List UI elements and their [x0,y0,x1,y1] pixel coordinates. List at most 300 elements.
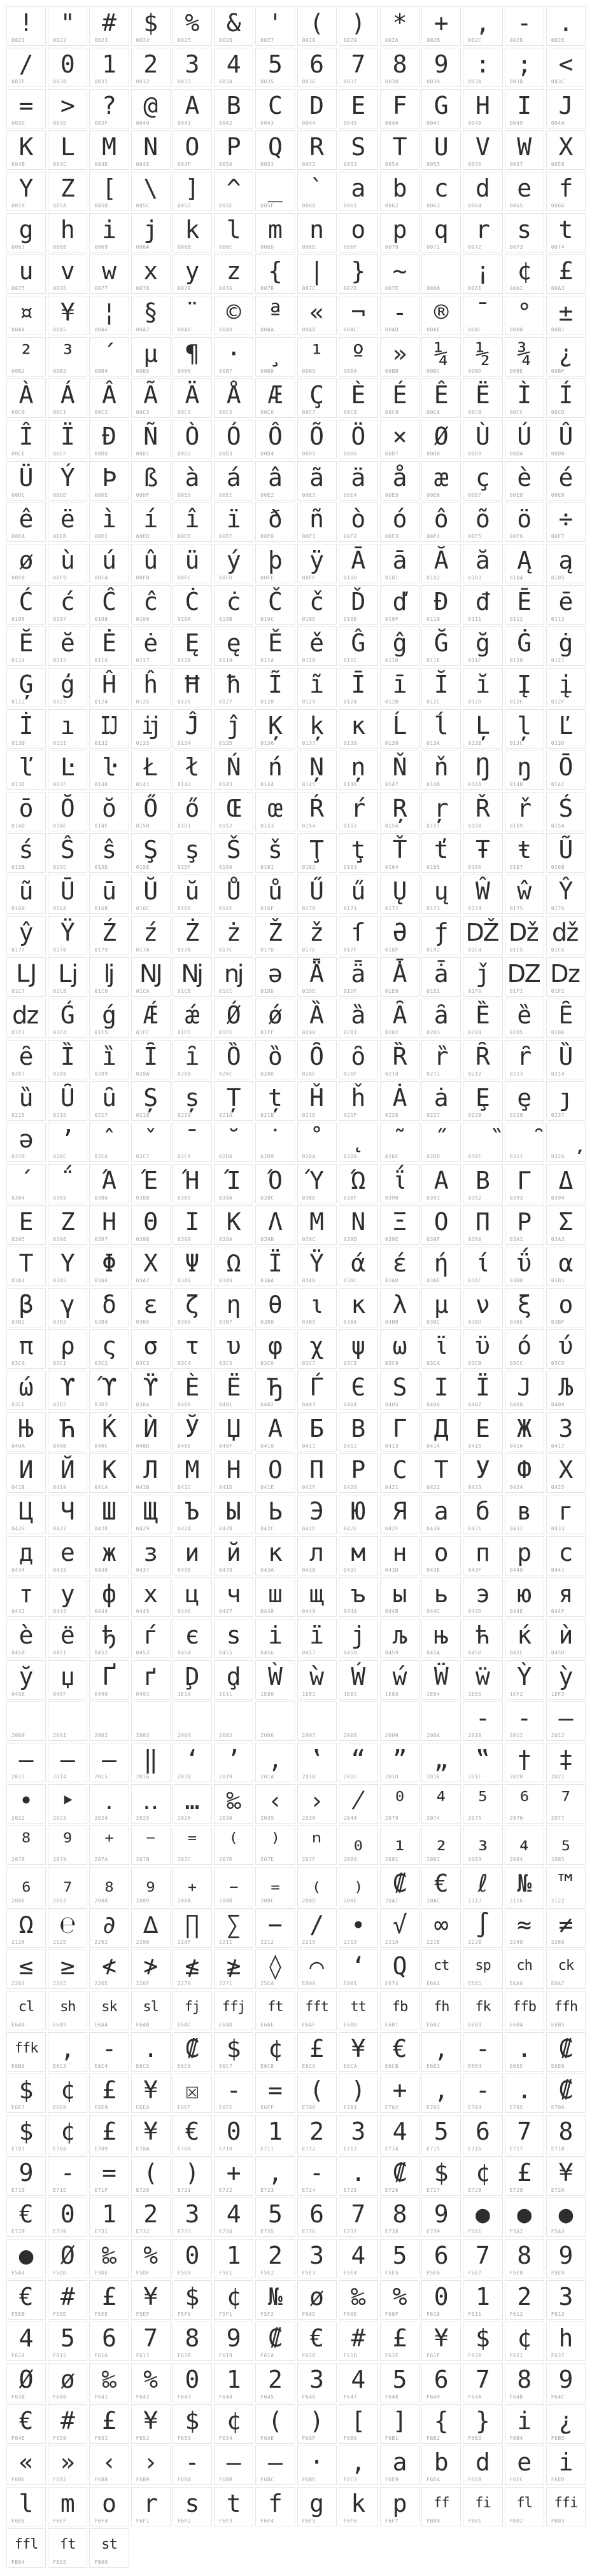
glyph-cell[interactable] [131,172,171,211]
glyph-cell[interactable] [505,833,544,873]
glyph-cell[interactable] [6,461,46,501]
glyph-cell[interactable] [421,213,461,253]
glyph-cell[interactable] [48,1867,87,1906]
glyph-cell[interactable] [297,1412,337,1451]
glyph-cell[interactable] [380,1164,419,1203]
glyph-cell[interactable] [546,1660,586,1700]
glyph-cell[interactable] [380,254,419,294]
glyph-cell[interactable] [6,999,46,1038]
glyph-cell[interactable] [89,1701,129,1741]
glyph-cell[interactable] [421,1329,461,1369]
glyph-cell[interactable] [131,544,171,583]
glyph-cell[interactable] [6,1329,46,1369]
glyph-cell[interactable] [89,2487,129,2526]
glyph-cell[interactable] [505,875,544,914]
glyph-cell[interactable] [89,2322,129,2361]
glyph-cell[interactable] [546,2198,586,2237]
glyph-cell[interactable] [214,1040,253,1079]
glyph-cell[interactable] [297,2156,337,2196]
glyph-cell[interactable] [297,48,337,87]
glyph-cell[interactable] [6,2363,46,2402]
glyph-cell[interactable] [173,2198,212,2237]
glyph-cell[interactable] [546,2115,586,2154]
glyph-cell[interactable] [297,916,337,955]
glyph-cell[interactable] [505,296,544,335]
glyph-cell[interactable] [89,1329,129,1369]
glyph-cell[interactable] [255,1123,295,1162]
glyph-cell[interactable] [131,792,171,831]
glyph-cell[interactable] [173,1288,212,1327]
glyph-cell[interactable] [546,1991,586,2030]
glyph-cell[interactable] [131,709,171,749]
glyph-cell[interactable] [131,2239,171,2278]
glyph-cell[interactable] [214,2198,253,2237]
glyph-cell[interactable] [48,957,87,997]
glyph-cell[interactable] [6,1991,46,2030]
glyph-cell[interactable] [48,1247,87,1286]
glyph-cell[interactable] [6,6,46,46]
glyph-cell[interactable] [546,1908,586,1948]
glyph-cell[interactable] [546,1247,586,1286]
glyph-cell[interactable] [463,2322,502,2361]
glyph-cell[interactable] [6,751,46,790]
glyph-cell[interactable] [89,420,129,459]
glyph-cell[interactable] [339,1619,378,1658]
glyph-cell[interactable] [131,1453,171,1493]
glyph-cell[interactable] [255,461,295,501]
glyph-cell[interactable] [89,172,129,211]
glyph-cell[interactable] [89,2363,129,2402]
glyph-cell[interactable] [173,2322,212,2361]
glyph-cell[interactable] [131,668,171,707]
glyph-cell[interactable] [48,2322,87,2361]
glyph-cell[interactable] [131,213,171,253]
glyph-cell[interactable] [421,2363,461,2402]
glyph-cell[interactable] [173,1081,212,1121]
glyph-cell[interactable] [505,1949,544,1989]
glyph-cell[interactable] [131,2363,171,2402]
glyph-cell[interactable] [255,337,295,377]
glyph-cell[interactable] [6,254,46,294]
glyph-cell[interactable] [297,2280,337,2320]
glyph-cell[interactable] [546,585,586,625]
glyph-cell[interactable] [131,2032,171,2072]
glyph-cell[interactable] [297,2363,337,2402]
glyph-cell[interactable] [89,1164,129,1203]
glyph-cell[interactable] [173,6,212,46]
glyph-cell[interactable] [546,627,586,666]
glyph-cell[interactable] [131,2322,171,2361]
glyph-cell[interactable] [131,1247,171,1286]
glyph-cell[interactable] [380,1205,419,1245]
glyph-cell[interactable] [173,1453,212,1493]
glyph-cell[interactable] [173,2074,212,2113]
glyph-cell[interactable] [173,627,212,666]
glyph-cell[interactable] [421,337,461,377]
glyph-cell[interactable] [89,378,129,418]
glyph-cell[interactable] [421,957,461,997]
glyph-cell[interactable] [48,1577,87,1617]
glyph-cell[interactable] [131,1660,171,1700]
glyph-cell[interactable] [339,254,378,294]
glyph-cell[interactable] [546,1164,586,1203]
glyph-cell[interactable] [339,2156,378,2196]
glyph-cell[interactable] [214,1081,253,1121]
glyph-cell[interactable] [463,1205,502,1245]
glyph-cell[interactable] [255,833,295,873]
glyph-cell[interactable] [421,2487,461,2526]
glyph-cell[interactable] [131,751,171,790]
glyph-cell[interactable] [505,2446,544,2485]
glyph-cell[interactable] [546,2239,586,2278]
glyph-cell[interactable] [89,6,129,46]
glyph-cell[interactable] [339,1495,378,1534]
glyph-cell[interactable] [380,1412,419,1451]
glyph-cell[interactable] [546,1040,586,1079]
glyph-cell[interactable] [505,2404,544,2444]
glyph-cell[interactable] [505,2115,544,2154]
glyph-cell[interactable] [463,130,502,170]
glyph-cell[interactable] [89,1123,129,1162]
glyph-cell[interactable] [380,2032,419,2072]
glyph-cell[interactable] [131,89,171,128]
glyph-cell[interactable] [89,296,129,335]
glyph-cell[interactable] [505,1412,544,1451]
glyph-cell[interactable] [380,1081,419,1121]
glyph-cell[interactable] [546,833,586,873]
glyph-cell[interactable] [380,544,419,583]
glyph-cell[interactable] [505,668,544,707]
glyph-cell[interactable] [6,1247,46,1286]
glyph-cell[interactable] [505,1784,544,1824]
glyph-cell[interactable] [48,337,87,377]
glyph-cell[interactable] [48,1949,87,1989]
glyph-cell[interactable] [546,1329,586,1369]
glyph-cell[interactable] [339,544,378,583]
glyph-cell[interactable] [339,2239,378,2278]
glyph-cell[interactable] [421,1536,461,1575]
glyph-cell[interactable] [546,378,586,418]
glyph-cell[interactable] [48,833,87,873]
glyph-cell[interactable] [380,916,419,955]
glyph-cell[interactable] [380,1784,419,1824]
glyph-cell[interactable] [255,254,295,294]
glyph-cell[interactable] [173,792,212,831]
glyph-cell[interactable] [131,2404,171,2444]
glyph-cell[interactable] [173,999,212,1038]
glyph-cell[interactable] [546,1371,586,1410]
glyph-cell[interactable] [380,1577,419,1617]
glyph-cell[interactable] [463,1536,502,1575]
glyph-cell[interactable] [297,1701,337,1741]
glyph-cell[interactable] [48,2487,87,2526]
glyph-cell[interactable] [131,1991,171,2030]
glyph-cell[interactable] [173,2487,212,2526]
glyph-cell[interactable] [297,792,337,831]
glyph-cell[interactable] [339,213,378,253]
glyph-cell[interactable] [463,1825,502,1865]
glyph-cell[interactable] [505,792,544,831]
glyph-cell[interactable] [255,1329,295,1369]
glyph-cell[interactable] [463,502,502,542]
glyph-cell[interactable] [546,1577,586,1617]
glyph-cell[interactable] [380,89,419,128]
glyph-cell[interactable] [131,1949,171,1989]
glyph-cell[interactable] [6,833,46,873]
glyph-cell[interactable] [48,1164,87,1203]
glyph-cell[interactable] [297,254,337,294]
glyph-cell[interactable] [463,999,502,1038]
glyph-cell[interactable] [339,1453,378,1493]
glyph-cell[interactable] [339,2446,378,2485]
glyph-cell[interactable] [214,916,253,955]
glyph-cell[interactable] [214,1288,253,1327]
glyph-cell[interactable] [48,1040,87,1079]
glyph-cell[interactable] [546,2363,586,2402]
glyph-cell[interactable] [421,130,461,170]
glyph-cell[interactable] [505,751,544,790]
glyph-cell[interactable] [6,2322,46,2361]
glyph-cell[interactable] [255,751,295,790]
glyph-cell[interactable] [173,2115,212,2154]
glyph-cell[interactable] [214,130,253,170]
glyph-cell[interactable] [421,254,461,294]
glyph-cell[interactable] [339,1288,378,1327]
glyph-cell[interactable] [173,875,212,914]
glyph-cell[interactable] [214,544,253,583]
glyph-cell[interactable] [297,1288,337,1327]
glyph-cell[interactable] [89,2446,129,2485]
glyph-cell[interactable] [505,172,544,211]
glyph-cell[interactable] [48,2156,87,2196]
glyph-cell[interactable] [89,2239,129,2278]
glyph-cell[interactable] [421,709,461,749]
glyph-cell[interactable] [546,1825,586,1865]
glyph-cell[interactable] [214,2280,253,2320]
glyph-cell[interactable] [339,1784,378,1824]
glyph-cell[interactable] [255,916,295,955]
glyph-cell[interactable] [131,2156,171,2196]
glyph-cell[interactable] [173,1329,212,1369]
glyph-cell[interactable] [255,709,295,749]
glyph-cell[interactable] [131,2487,171,2526]
glyph-cell[interactable] [339,627,378,666]
glyph-cell[interactable] [463,875,502,914]
glyph-cell[interactable] [546,48,586,87]
glyph-cell[interactable] [463,668,502,707]
glyph-cell[interactable] [505,6,544,46]
glyph-cell[interactable] [131,378,171,418]
glyph-cell[interactable] [214,1577,253,1617]
glyph-cell[interactable] [546,1412,586,1451]
glyph-cell[interactable] [297,378,337,418]
glyph-cell[interactable] [546,1784,586,1824]
glyph-cell[interactable] [173,461,212,501]
glyph-cell[interactable] [6,1908,46,1948]
glyph-cell[interactable] [48,420,87,459]
glyph-cell[interactable] [131,875,171,914]
glyph-cell[interactable] [546,1743,586,1782]
glyph-cell[interactable] [131,1495,171,1534]
glyph-cell[interactable] [255,48,295,87]
glyph-cell[interactable] [297,420,337,459]
glyph-cell[interactable] [380,1495,419,1534]
glyph-cell[interactable] [214,875,253,914]
glyph-cell[interactable] [6,2074,46,2113]
glyph-cell[interactable] [505,1825,544,1865]
glyph-cell[interactable] [463,1908,502,1948]
glyph-cell[interactable] [89,792,129,831]
glyph-cell[interactable] [380,1453,419,1493]
glyph-cell[interactable] [463,627,502,666]
glyph-cell[interactable] [255,1660,295,1700]
glyph-cell[interactable] [505,1453,544,1493]
glyph-cell[interactable] [131,1371,171,1410]
glyph-cell[interactable] [546,1081,586,1121]
glyph-cell[interactable] [214,1949,253,1989]
glyph-cell[interactable] [297,1577,337,1617]
glyph-cell[interactable] [48,254,87,294]
glyph-cell[interactable] [505,1371,544,1410]
glyph-cell[interactable] [297,1247,337,1286]
glyph-cell[interactable] [380,1867,419,1906]
glyph-cell[interactable] [463,2074,502,2113]
glyph-cell[interactable] [173,172,212,211]
glyph-cell[interactable] [48,668,87,707]
glyph-cell[interactable] [339,130,378,170]
glyph-cell[interactable] [380,2487,419,2526]
glyph-cell[interactable] [173,751,212,790]
glyph-cell[interactable] [505,502,544,542]
glyph-cell[interactable] [505,420,544,459]
glyph-cell[interactable] [173,1701,212,1741]
glyph-cell[interactable] [380,751,419,790]
glyph-cell[interactable] [214,585,253,625]
glyph-cell[interactable] [463,1164,502,1203]
glyph-cell[interactable] [339,2074,378,2113]
glyph-cell[interactable] [505,1577,544,1617]
glyph-cell[interactable] [6,2156,46,2196]
glyph-cell[interactable] [463,89,502,128]
glyph-cell[interactable] [6,1040,46,1079]
glyph-cell[interactable] [214,2322,253,2361]
glyph-cell[interactable] [48,585,87,625]
glyph-cell[interactable] [546,1123,586,1162]
glyph-cell[interactable] [463,916,502,955]
glyph-cell[interactable] [214,792,253,831]
glyph-cell[interactable] [89,668,129,707]
glyph-cell[interactable] [505,1247,544,1286]
glyph-cell[interactable] [131,1619,171,1658]
glyph-cell[interactable] [546,792,586,831]
glyph-cell[interactable] [339,957,378,997]
glyph-cell[interactable] [173,1371,212,1410]
glyph-cell[interactable] [6,2528,46,2568]
glyph-cell[interactable] [297,751,337,790]
glyph-cell[interactable] [173,2363,212,2402]
glyph-cell[interactable] [380,668,419,707]
glyph-cell[interactable] [463,1040,502,1079]
glyph-cell[interactable] [463,957,502,997]
glyph-cell[interactable] [380,6,419,46]
glyph-cell[interactable] [421,2074,461,2113]
glyph-cell[interactable] [380,420,419,459]
glyph-cell[interactable] [255,89,295,128]
glyph-cell[interactable] [463,544,502,583]
glyph-cell[interactable] [173,48,212,87]
glyph-cell[interactable] [48,1743,87,1782]
glyph-cell[interactable] [339,1536,378,1575]
glyph-cell[interactable] [421,668,461,707]
glyph-cell[interactable] [297,213,337,253]
glyph-cell[interactable] [297,130,337,170]
glyph-cell[interactable] [48,1908,87,1948]
glyph-cell[interactable] [421,48,461,87]
glyph-cell[interactable] [339,2363,378,2402]
glyph-cell[interactable] [297,1164,337,1203]
glyph-cell[interactable] [89,751,129,790]
glyph-cell[interactable] [421,1412,461,1451]
glyph-cell[interactable] [297,1329,337,1369]
glyph-cell[interactable] [380,585,419,625]
glyph-cell[interactable] [380,709,419,749]
glyph-cell[interactable] [89,875,129,914]
glyph-cell[interactable] [463,709,502,749]
glyph-cell[interactable] [505,254,544,294]
glyph-cell[interactable] [214,1495,253,1534]
glyph-cell[interactable] [339,999,378,1038]
glyph-cell[interactable] [339,1040,378,1079]
glyph-cell[interactable] [463,1453,502,1493]
glyph-cell[interactable] [6,1619,46,1658]
glyph-cell[interactable] [380,502,419,542]
glyph-cell[interactable] [255,585,295,625]
glyph-cell[interactable] [339,420,378,459]
glyph-cell[interactable] [546,2280,586,2320]
glyph-cell[interactable] [6,130,46,170]
glyph-cell[interactable] [255,957,295,997]
glyph-cell[interactable] [6,668,46,707]
glyph-cell[interactable] [380,2280,419,2320]
glyph-cell[interactable] [173,2239,212,2278]
glyph-cell[interactable] [380,2446,419,2485]
glyph-cell[interactable] [48,2198,87,2237]
glyph-cell[interactable] [6,1949,46,1989]
glyph-cell[interactable] [421,1825,461,1865]
glyph-cell[interactable] [546,2446,586,2485]
glyph-cell[interactable] [48,502,87,542]
glyph-cell[interactable] [380,2115,419,2154]
glyph-cell[interactable] [89,1825,129,1865]
glyph-cell[interactable] [255,1371,295,1410]
glyph-cell[interactable] [173,1991,212,2030]
glyph-cell[interactable] [297,2487,337,2526]
glyph-cell[interactable] [214,1412,253,1451]
glyph-cell[interactable] [214,502,253,542]
glyph-cell[interactable] [421,6,461,46]
glyph-cell[interactable] [214,461,253,501]
glyph-cell[interactable] [380,627,419,666]
glyph-cell[interactable] [505,1164,544,1203]
glyph-cell[interactable] [214,1701,253,1741]
glyph-cell[interactable] [546,875,586,914]
glyph-cell[interactable] [546,2404,586,2444]
glyph-cell[interactable] [6,172,46,211]
glyph-cell[interactable] [297,875,337,914]
glyph-cell[interactable] [255,1164,295,1203]
glyph-cell[interactable] [339,2404,378,2444]
glyph-cell[interactable] [131,1867,171,1906]
